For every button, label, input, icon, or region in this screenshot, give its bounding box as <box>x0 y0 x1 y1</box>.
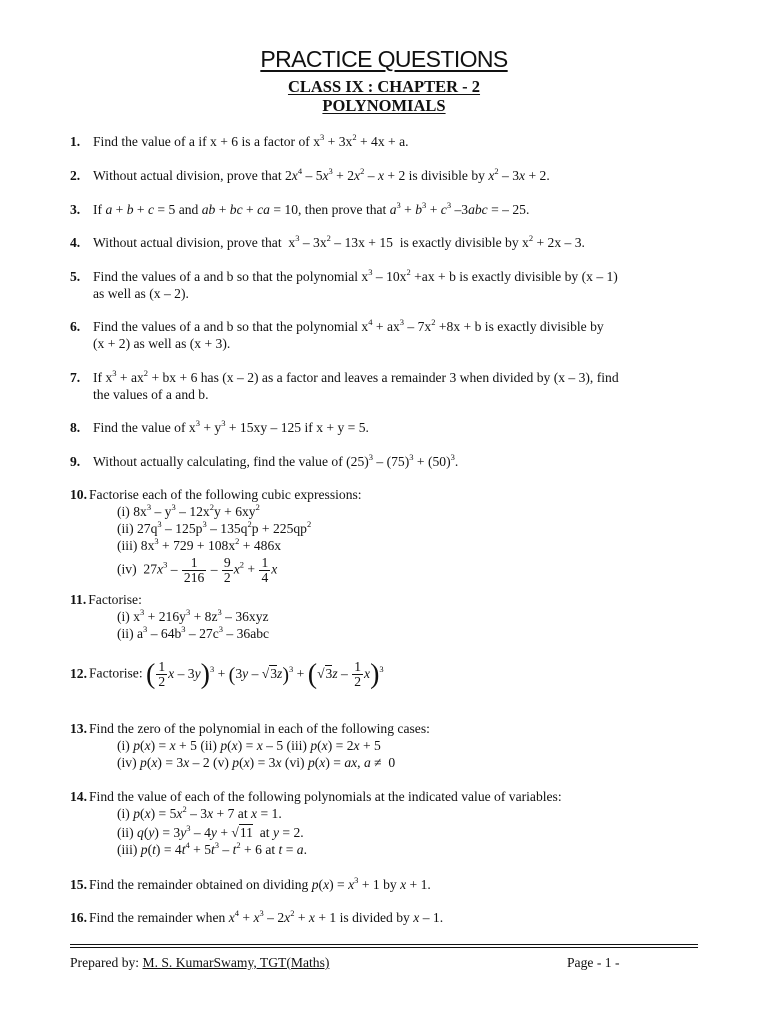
question-16 <box>70 909 710 926</box>
question-10 <box>70 486 710 585</box>
fraction: $\frac{1}{216}$ <box>183 555 205 585</box>
question-number: 3. <box>70 202 81 217</box>
question-number: 15. <box>70 877 87 892</box>
page-number: Page - 1 - <box>567 955 620 970</box>
question-text: Find the remainder when $x^4 + x^3 - 2x^2 + x + 1$ is divided by x – 1. <box>89 908 444 925</box>
question-7 <box>70 369 710 403</box>
question-15 <box>70 876 710 893</box>
question-number: 16. <box>70 910 87 925</box>
question-text: Without actual division, prove that $x^3 - 3x^2 - 13x + 15$ is exactly divisible by $x^2 + 2x - 3$. <box>93 233 585 250</box>
question-number: 5. <box>70 269 81 284</box>
fraction: $\frac{9}{2}$ <box>223 555 231 585</box>
question-text: Without actually calculating, find the value of $(25)^3 - (75)^3 + (50)^3$. <box>93 452 459 469</box>
question-number: 2. <box>70 168 81 183</box>
question-text: Find the value of each of the following polynomials at the indicated value of variables: <box>89 789 562 804</box>
sub-item: (iv) p(x) = 3x – 2 (v) p(x) = 3x (vi) p(x) = ax, a ≠ 0 <box>117 755 396 770</box>
question-text: If $x^3 + ax^2$ + bx + 6 has (x – 2) as a factor and leaves a remainder 3 when divided by (x – 3), find the values of a and b. <box>93 368 619 402</box>
sub-item: (i) $x^3 + 216y^3 + 8z^3 - 36xyz$ <box>117 607 269 624</box>
question-number: 1. <box>70 134 81 149</box>
question-number: 14. <box>70 789 87 804</box>
footer-divider <box>70 947 698 948</box>
sub-item: (ii) $a^3 - 64b^3 - 27c^3 - 36abc$ <box>117 624 270 641</box>
question-text: Factorise: <box>88 592 142 607</box>
question-text: If a + b + c = 5 and ab + bc + ca = 10, then prove that $a^3 + b^3 + c^3$ –3abc = – 25. <box>93 200 530 217</box>
sub-item: (iv) $27x^3$ – $\frac{1}{216}$ – $\frac{9}{2}$ $x^2$ + $\frac{1}{4}$ x <box>117 555 278 585</box>
question-text: Find the value of a if x + 6 is a factor of $x^3 + 3x^2 + 4x + a$. <box>93 132 409 149</box>
question-11 <box>70 591 710 642</box>
sub-item: (i) $p(x) = 5x^2 - 3x + 7$ at x = 1. <box>117 804 282 821</box>
question-13 <box>70 720 710 771</box>
question-text: Find the value of $x^3 + y^3 + 15xy - 125$ if x + y = 5. <box>93 418 369 435</box>
sub-item: (iii) $8x^3 + 729 + 108x^2 + 486x$ <box>117 536 282 553</box>
question-1 <box>70 133 710 150</box>
question-number: 4. <box>70 235 81 250</box>
question-text: Factorise each of the following cubic expressions: <box>89 487 362 502</box>
subject-heading: POLYNOMIALS <box>322 96 446 115</box>
question-number: 8. <box>70 420 81 435</box>
question-number: 12. <box>70 665 87 681</box>
page-footer <box>70 955 698 971</box>
question-number: 13. <box>70 721 87 736</box>
question-5 <box>70 268 710 302</box>
prepared-by-label: Prepared by: <box>70 955 140 970</box>
sub-item: (i) p(x) = x + 5 (ii) p(x) = x – 5 (iii) p(x) = 2x + 5 <box>117 738 381 753</box>
question-2 <box>70 167 710 184</box>
question-number: 9. <box>70 454 81 469</box>
sub-item: (ii) $27q^3 - 125p^3 - 135q^2p + 225qp^2$ <box>117 519 312 536</box>
question-text: Without actual division, prove that $2x^4 - 5x^3 + 2x^2 - x + 2$ is divisible by $x^2 - 3x + 2$. <box>93 166 550 183</box>
question-text: Factorise: <box>89 665 143 681</box>
question-text: Find the values of a and b so that the polynomial $x^4 + ax^3 - 7x^2 +8x + b$ is exactly divisible by (x + 2) as well as (x + 3). <box>93 317 604 351</box>
question-8 <box>70 419 710 436</box>
footer-divider <box>70 944 698 945</box>
sub-item: (iii) $p(t) = 4t^4 + 5t^3 - t^2 + 6$ at t = a. <box>117 840 307 857</box>
question-3 <box>70 201 710 218</box>
author-name: M. S. KumarSwamy, TGT(Maths) <box>142 955 330 970</box>
page-title: PRACTICE QUESTIONS <box>260 46 508 72</box>
question-14 <box>70 788 710 858</box>
question-text: Find the remainder obtained on dividing $p(x) = x^3 + 1$ by x + 1. <box>89 875 431 892</box>
sub-item: (i) $8x^3 - y^3 - 12x^2y + 6xy^2$ <box>117 502 260 519</box>
question-text: Find the zero of the polynomial in each of the following cases: <box>89 721 430 736</box>
class-chapter-heading: CLASS IX : CHAPTER - 2 <box>287 77 481 96</box>
question-9 <box>70 453 710 470</box>
question-text: Find the values of a and b so that the polynomial $x^3 - 10x^2 +ax + b$ is exactly divisible by (x – 1) as well as (x – 2). <box>93 267 618 301</box>
question-12 <box>70 660 710 689</box>
question-number: 11. <box>70 592 87 607</box>
sub-item: (ii) $q(y) = 3y^3 - 4y + √11$ at y = 2. <box>117 823 304 840</box>
question-6 <box>70 318 710 352</box>
question-number: 7. <box>70 370 81 385</box>
question-number: 6. <box>70 319 81 334</box>
fraction: $\frac{1}{4}$ <box>261 555 269 585</box>
question-number: 10. <box>70 487 87 502</box>
expression: ( $\frac{1}{2}$ x – 3y)$^3$ + (3y – √3z)$^3$ + (√3z – $\frac{1}{2}$ x)$^3$ <box>146 658 384 690</box>
question-4 <box>70 234 710 251</box>
